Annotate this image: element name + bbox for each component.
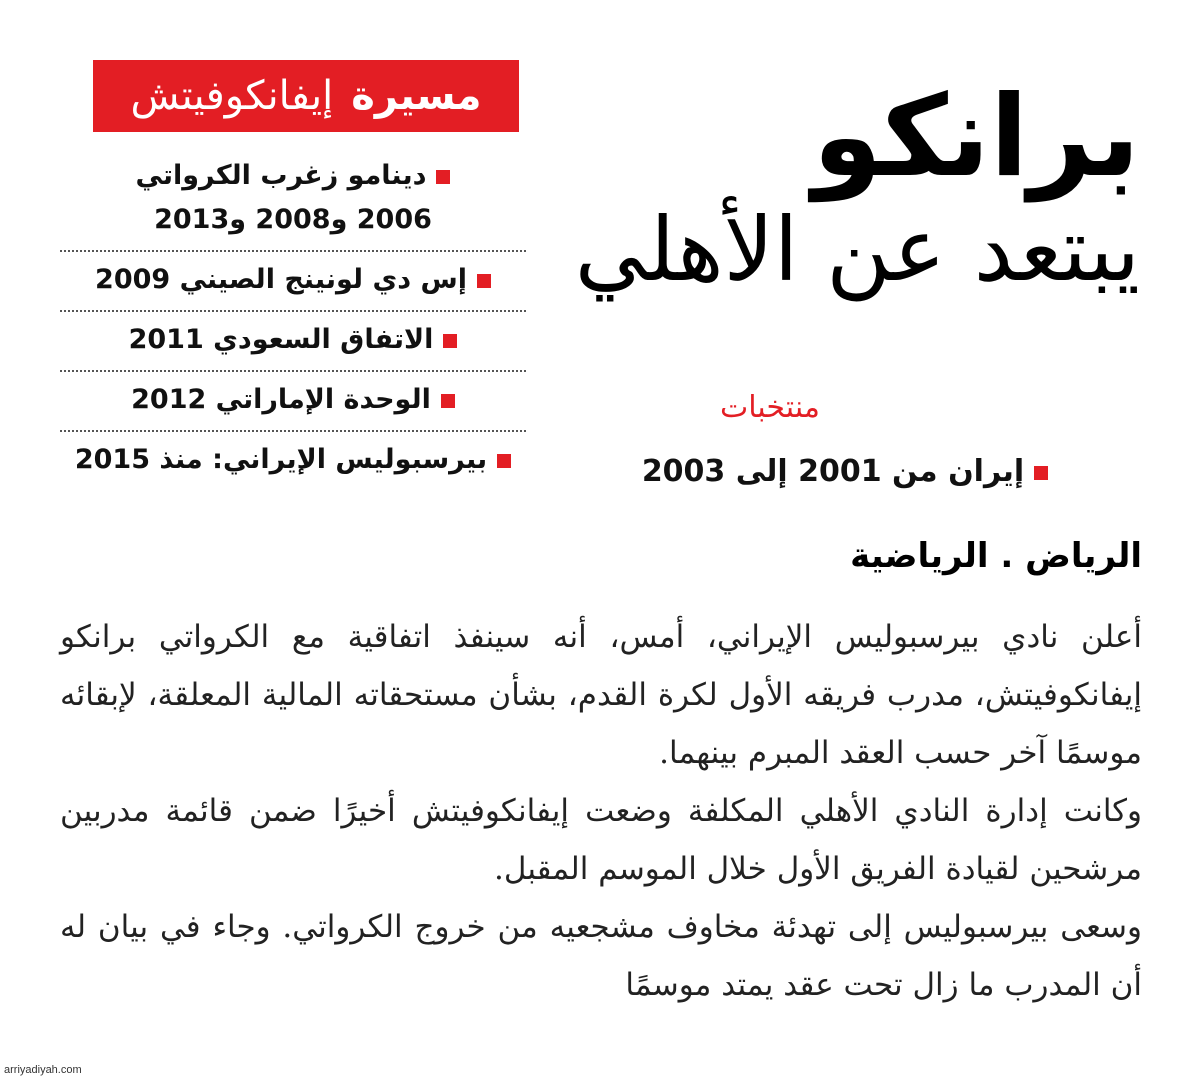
career-item-years: 2006 و2008 و2013 bbox=[154, 204, 432, 235]
bullet-square-icon bbox=[477, 274, 491, 288]
bullet-square-icon bbox=[443, 334, 457, 348]
career-banner-label: مسيرة bbox=[351, 73, 482, 119]
list-item bbox=[60, 312, 526, 372]
source-watermark: arriyadiyah.com bbox=[4, 1064, 82, 1076]
list-item bbox=[60, 148, 526, 252]
article-body bbox=[60, 608, 1142, 1014]
national-item bbox=[620, 446, 1070, 498]
national-heading: منتخبات bbox=[720, 390, 820, 425]
paragraph: أعلن نادي بيرسبوليس الإيراني، أمس، أنه سينفذ اتفاقية مع الكرواتي برانكو إيفانكوفيتش، مدرب فريقه الأول لكرة القدم، بشأن مستحقاته المالية المعلقة، لإبقائه موسمًا آخر حسب العقد المبرم بينهما. bbox=[60, 619, 1142, 771]
career-banner-name: إيفانكوفيتش bbox=[130, 73, 334, 119]
headline-subtitle: يبتعد عن الأهلي bbox=[574, 198, 1140, 301]
national-item-text: إيران من 2001 إلى 2003 bbox=[641, 454, 1025, 489]
bullet-square-icon bbox=[436, 170, 450, 184]
bullet-square-icon bbox=[1034, 466, 1048, 480]
headline-title: برانكو bbox=[812, 72, 1140, 202]
bullet-square-icon bbox=[497, 454, 511, 468]
list-item bbox=[60, 372, 526, 432]
paragraph: وسعى بيرسبوليس إلى تهدئة مخاوف مشجعيه من خروج الكرواتي. وجاء في بيان له أن المدرب ما زال تحت عقد يمتد موسمًا bbox=[60, 909, 1142, 1003]
career-item-text: دينامو زغرب الكرواتي bbox=[135, 160, 427, 191]
career-list bbox=[60, 148, 526, 490]
career-item-text: الاتفاق السعودي 2011 bbox=[128, 324, 434, 355]
byline: الرياض . الرياضية bbox=[850, 536, 1142, 576]
career-item-text: إس دي لونينج الصيني 2009 bbox=[95, 264, 467, 295]
career-banner bbox=[93, 60, 519, 132]
bullet-square-icon bbox=[441, 394, 455, 408]
list-item bbox=[60, 432, 526, 490]
career-item-text: بيرسبوليس الإيراني: منذ 2015 bbox=[74, 444, 488, 475]
paragraph: وكانت إدارة النادي الأهلي المكلفة وضعت إيفانكوفيتش أخيرًا ضمن قائمة مدربين مرشحين لقيادة الفريق الأول خلال الموسم المقبل. bbox=[60, 793, 1142, 887]
career-item-text: الوحدة الإماراتي 2012 bbox=[131, 384, 431, 415]
list-item bbox=[60, 252, 526, 312]
